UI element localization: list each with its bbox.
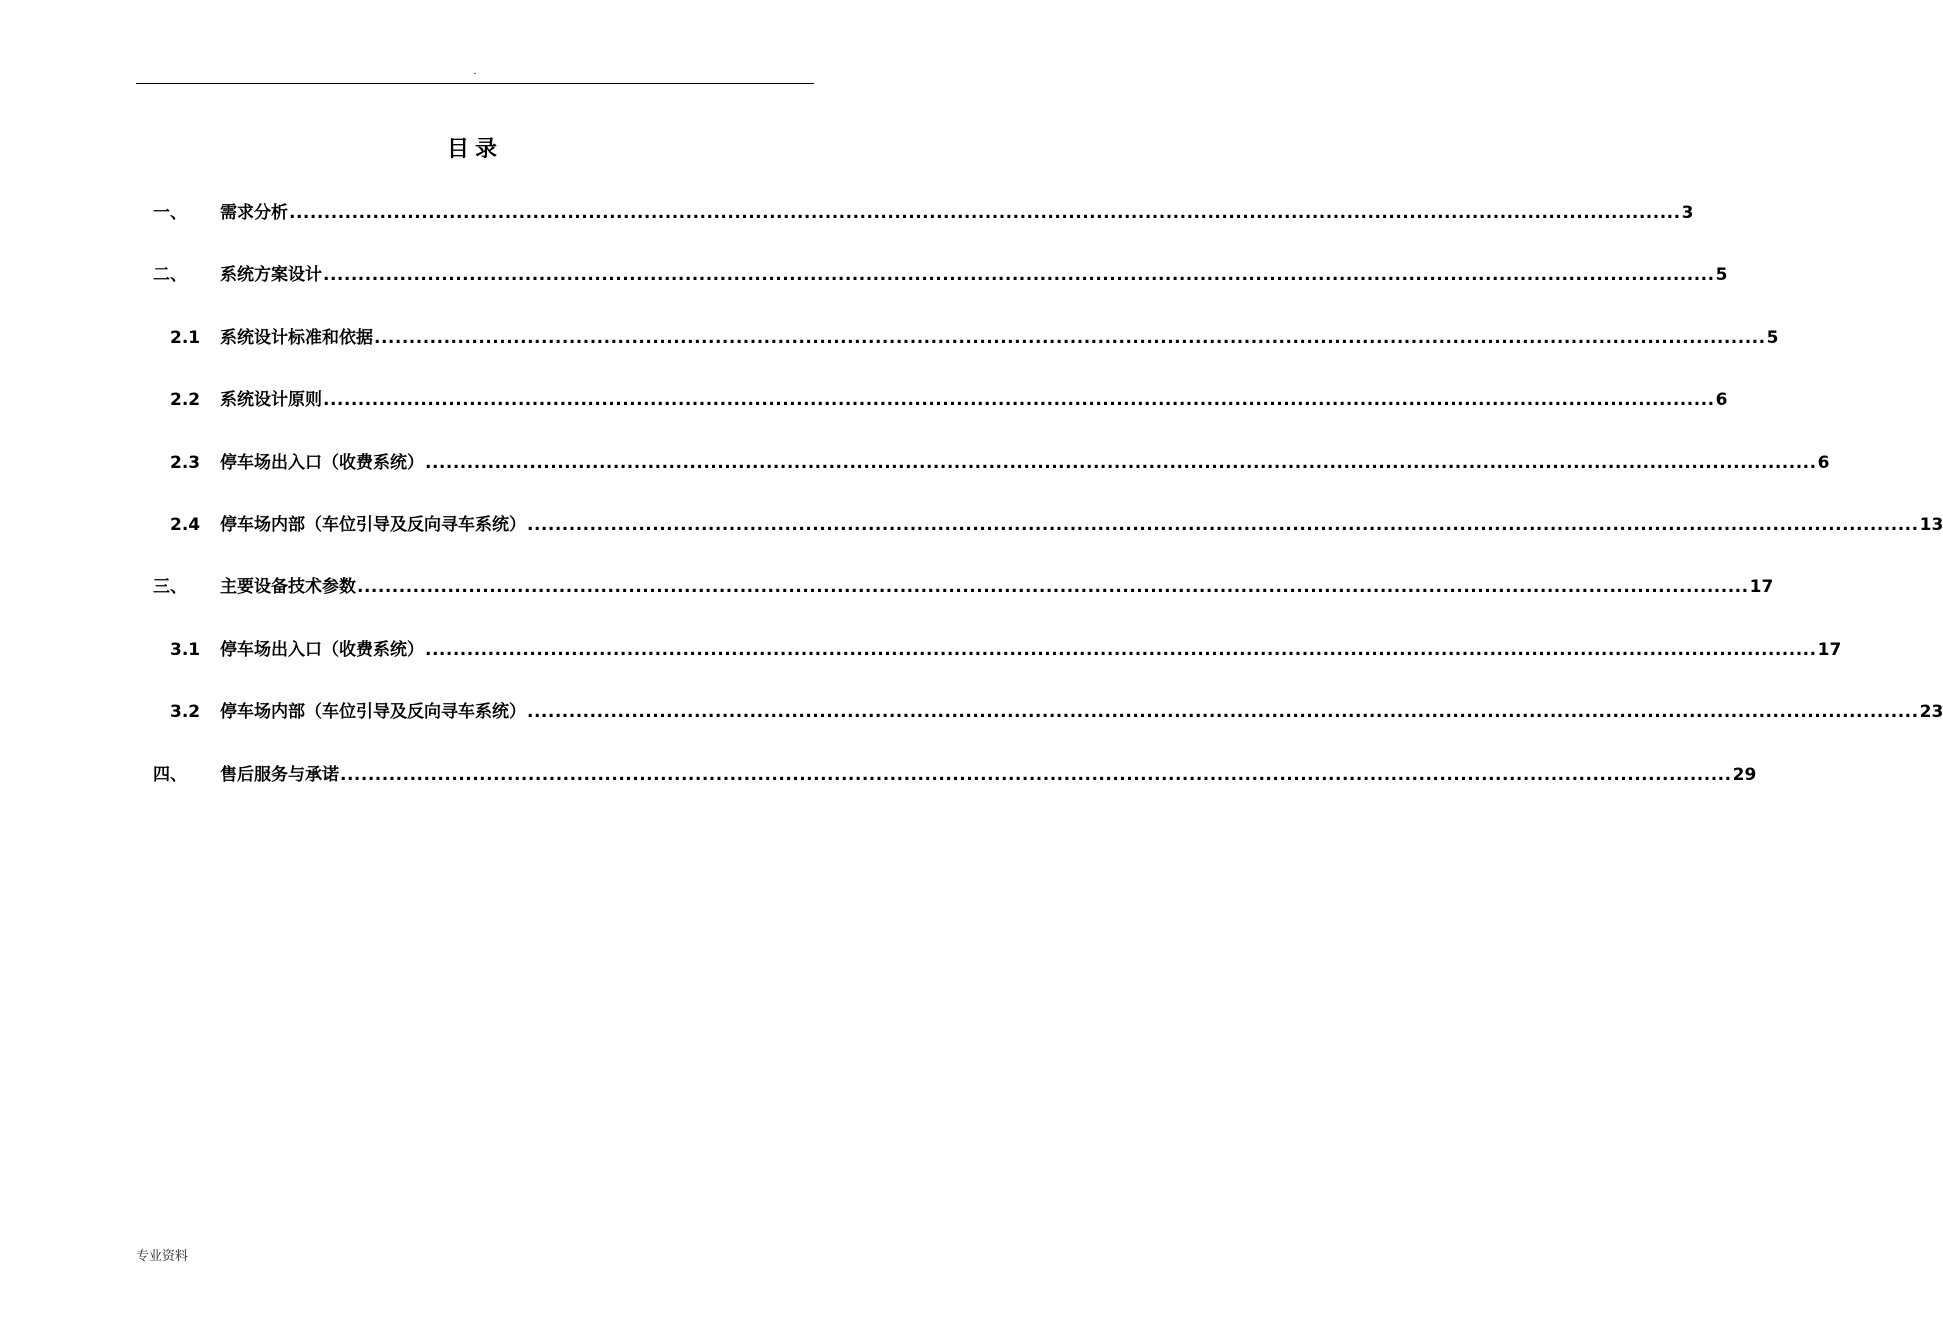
- toc-dot-leader: ........................................................................................................................................................................................................: [425, 452, 1817, 473]
- toc-entry-page: 6: [1715, 390, 1728, 411]
- toc-entry-number: 四、: [153, 764, 187, 785]
- header-rule: [136, 83, 814, 84]
- toc-entry-label: 需求分析: [220, 203, 288, 223]
- toc-entry-page: 5: [1715, 265, 1728, 286]
- toc-dot-leader: ........................................................................................................................................................................................................: [289, 203, 1681, 223]
- toc-entry[interactable]: [153, 572, 1774, 634]
- footer-text: 专业资料: [136, 1249, 189, 1264]
- toc-dot-leader: ........................................................................................................................................................................................................: [425, 639, 1817, 660]
- toc-entry-page: 17: [1817, 639, 1842, 660]
- toc-entry-label: 系统设计标准和依据: [220, 327, 373, 348]
- toc-entry[interactable]: [153, 198, 1694, 260]
- toc-entry[interactable]: [153, 760, 1757, 822]
- toc-dot-leader: ........................................................................................................................................................................................................: [340, 764, 1732, 785]
- toc-entry-page: 23: [1919, 702, 1943, 723]
- toc-entry-page: 13: [1919, 514, 1943, 535]
- toc-dot-leader: ........................................................................................................................................................................................................: [374, 327, 1766, 348]
- toc-entry-page: 5: [1766, 327, 1779, 348]
- toc-entry-number: 一、: [153, 203, 187, 223]
- toc-entry-number: 三、: [153, 577, 187, 598]
- toc-entry-number: 3.2: [170, 702, 201, 723]
- toc-entry-number: 2.2: [170, 390, 201, 411]
- toc-entry-label: 停车场内部（车位引导及反向寻车系统）: [220, 702, 526, 723]
- toc-dot-leader: ........................................................................................................................................................................................................: [527, 702, 1919, 723]
- toc-entry-label: 停车场内部（车位引导及反向寻车系统）: [220, 514, 526, 535]
- toc-entry[interactable]: [153, 448, 1830, 510]
- toc-entry-label: 主要设备技术参数: [220, 577, 356, 598]
- toc-entry-number: 2.1: [170, 327, 201, 348]
- toc-entry-number: 二、: [153, 265, 187, 286]
- toc-entry-label: 售后服务与承诺: [220, 764, 339, 785]
- header-mark: .: [473, 66, 477, 77]
- toc-entry-label: 停车场出入口（收费系统）: [220, 639, 424, 660]
- toc-entry[interactable]: [153, 260, 1728, 322]
- table-of-contents: [153, 198, 1943, 822]
- toc-dot-leader: ........................................................................................................................................................................................................: [323, 265, 1715, 286]
- toc-dot-leader: ........................................................................................................................................................................................................: [357, 577, 1749, 598]
- toc-entry[interactable]: [153, 697, 1943, 759]
- toc-dot-leader: ........................................................................................................................................................................................................: [323, 390, 1715, 411]
- toc-entry-label: 停车场出入口（收费系统）: [220, 452, 424, 473]
- toc-entry-page: 6: [1817, 452, 1830, 473]
- toc-entry-label: 系统方案设计: [220, 265, 322, 286]
- toc-title: 目录: [446, 137, 503, 162]
- toc-dot-leader: ........................................................................................................................................................................................................: [527, 514, 1919, 535]
- toc-entry[interactable]: [153, 510, 1943, 572]
- toc-entry-number: 2.3: [170, 452, 201, 473]
- toc-entry-page: 17: [1749, 577, 1774, 598]
- toc-entry-page: 3: [1681, 203, 1694, 223]
- toc-entry-number: 2.4: [170, 514, 201, 535]
- toc-entry[interactable]: [153, 635, 1842, 697]
- toc-entry-label: 系统设计原则: [220, 390, 322, 411]
- toc-entry-page: 29: [1732, 764, 1757, 785]
- toc-entry[interactable]: [153, 385, 1728, 447]
- toc-entry[interactable]: [153, 323, 1779, 385]
- toc-entry-number: 3.1: [170, 639, 201, 660]
